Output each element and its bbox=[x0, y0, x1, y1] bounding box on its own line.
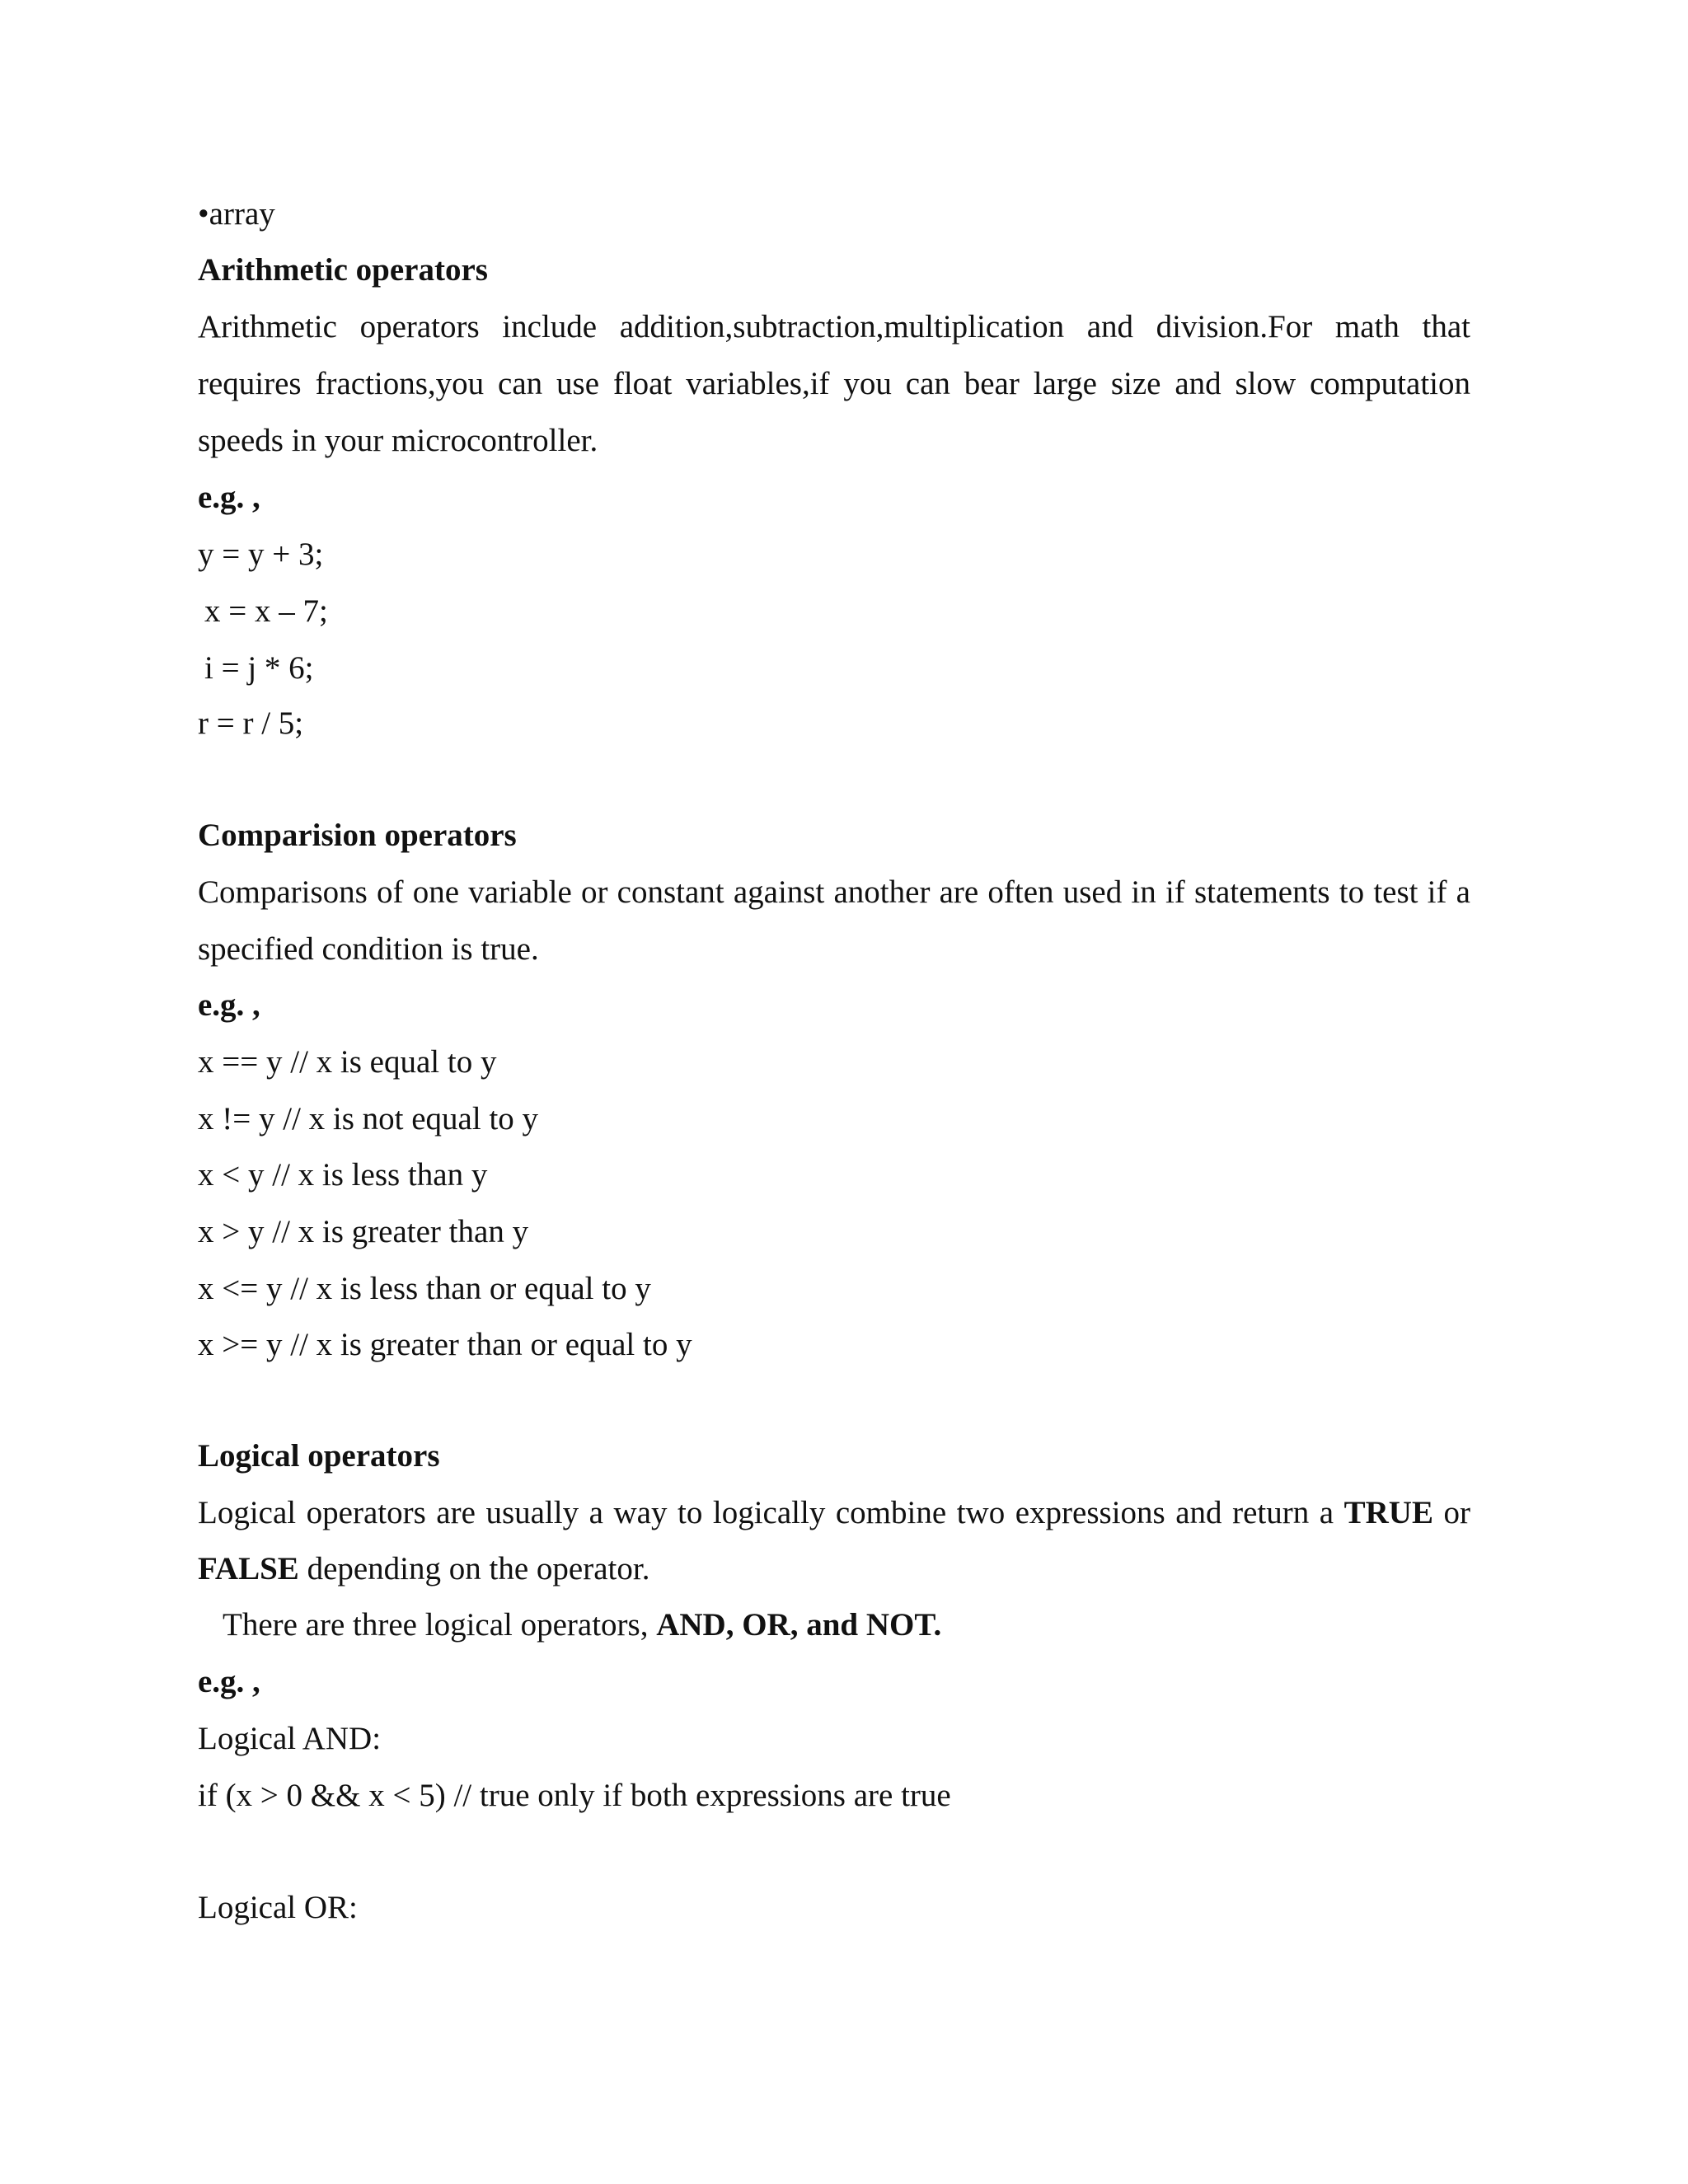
comparison-heading: Comparision operators bbox=[198, 818, 517, 853]
comparison-paragraph-line-2: specified condition is true. bbox=[198, 931, 539, 967]
arithmetic-eg-label: e.g. , bbox=[198, 480, 260, 515]
logical-paragraph-line-1 bbox=[198, 1493, 1470, 1533]
arithmetic-paragraph-line-2: requires fractions,you can use float variables,if you can bear large size and slow computation bbox=[198, 366, 1470, 401]
false-keyword: FALSE bbox=[198, 1551, 299, 1586]
arithmetic-heading: Arithmetic operators bbox=[198, 252, 488, 288]
arithmetic-example-3: i = j * 6; bbox=[204, 650, 314, 686]
logical-line1-end: or bbox=[1443, 1495, 1471, 1530]
true-keyword: TRUE bbox=[1343, 1495, 1433, 1530]
arithmetic-paragraph-line-3: speeds in your microcontroller. bbox=[198, 423, 598, 458]
logical-line1-text: Logical operators are usually a way to logically combine two expressions and return a bbox=[198, 1495, 1334, 1530]
comparison-eg-label: e.g. , bbox=[198, 987, 260, 1023]
logical-operator-list: AND, OR, and NOT. bbox=[656, 1607, 942, 1643]
logical-paragraph-line-2 bbox=[198, 1549, 649, 1589]
arithmetic-example-2: x = x – 7; bbox=[204, 593, 328, 629]
comparison-example-5: x <= y // x is less than or equal to y bbox=[198, 1271, 651, 1306]
logical-line3-text: There are three logical operators, bbox=[223, 1607, 649, 1643]
comparison-example-6: x >= y // x is greater than or equal to y bbox=[198, 1327, 692, 1362]
comparison-example-4: x > y // x is greater than y bbox=[198, 1214, 529, 1249]
comparison-example-1: x == y // x is equal to y bbox=[198, 1044, 497, 1080]
arithmetic-example-4: r = r / 5; bbox=[198, 705, 304, 741]
logical-eg-label: e.g. , bbox=[198, 1664, 260, 1699]
logical-paragraph-line-3 bbox=[223, 1605, 941, 1645]
logical-and-label: Logical AND: bbox=[198, 1721, 382, 1756]
logical-or-label: Logical OR: bbox=[198, 1890, 358, 1925]
comparison-example-3: x < y // x is less than y bbox=[198, 1157, 488, 1193]
arithmetic-paragraph-line-1: Arithmetic operators include addition,subtraction,multiplication and division.For math that bbox=[198, 309, 1470, 344]
logical-heading: Logical operators bbox=[198, 1438, 440, 1474]
logical-and-example: if (x > 0 && x < 5) // true only if both expressions are true bbox=[198, 1778, 951, 1813]
comparison-example-2: x != y // x is not equal to y bbox=[198, 1101, 539, 1137]
bullet-array: •array bbox=[198, 196, 275, 232]
arithmetic-example-1: y = y + 3; bbox=[198, 537, 324, 572]
comparison-paragraph-line-1: Comparisons of one variable or constant against another are often used in if statements to test if a bbox=[198, 874, 1470, 910]
logical-line2-text: depending on the operator. bbox=[307, 1551, 650, 1586]
